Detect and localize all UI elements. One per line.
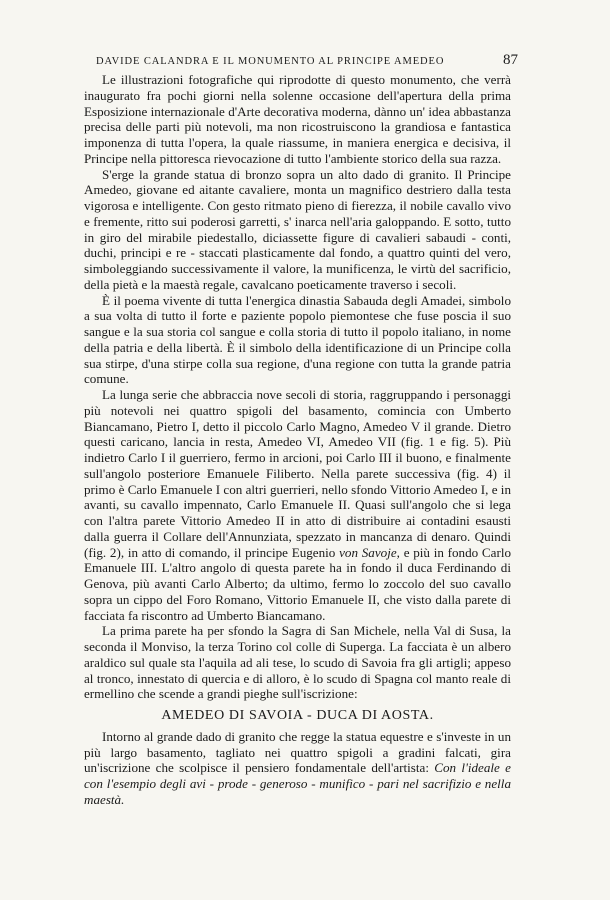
paragraph-text: e più in fondo Carlo Emanuele III. L'altro angolo di questa parete ha in fondo il duca Ferdinando di Genova, più avanti Carlo Alberto; da ultimo, fermo lo zoccolo del suo cavallo sopra un cippo del Foro Romano, Vittorio Emanuele II, che visto dalla parete di facciata fa riscontro ad Umberto Biancamano. <box>84 544 512 623</box>
paragraph <box>84 387 511 623</box>
italic-phrase: von Savoje, <box>339 544 400 560</box>
paragraph-text: La lunga serie che abbraccia nove secoli di storia, raggruppando i personaggi più notevoli nei quattro spigoli del basamento, comincia con Umberto Biancamano, Pietro I, detto il piccolo Carlo Magno, Amedeo V il grande. Dietro questi caricano, lancia in resta, Amedeo VI, Amedeo VII (fig. 1 e fig. 5). Più indietro Carlo I il guerriero, fermo in arcioni, poi Carlo III il buono, e finalmente sull'angolo posteriore Emanuele Filiberto. Nella parete successiva (fig. 4) il primo è Carlo Emanuele I con altri guerrieri, nello sfondo Vittorio Amedeo I, e in avanti, su cavallo impennato, Carlo Emanuele II. Quasi sull'angolo che si lega con l'altra parete Vittorio Amedeo II in atto di distribuire ai contadini esausti dalla guerra il Collare dell'Annunziata, spezzato in mancanza di denaro. Quindi (fig. 2), in atto di comando, il principe Eugenio <box>84 387 511 560</box>
paragraph <box>84 729 511 808</box>
page-header <box>96 52 518 69</box>
paragraph: È il poema vivente di tutta l'energica dinastia Sabauda degli Amadei, simbolo a sua volta di tutto il forte e paziente popolo piemontese che fuse poscia il suo sangue e la sua storia col sangue e colla storia di tutto il popolo italiano, in nome della patria e della libertà. È il simbolo della identificazione di un Principe colla sua stirpe, d'una stirpe colla sua regione, d'una regione con tutta la grande patria comune. <box>84 292 511 387</box>
paragraph: Le illustrazioni fotografiche qui riprodotte di questo monumento, che verrà inaugurato fra pochi giorni nella solenne occasione dell'apertura della prima Esposizione internazionale d'Arte decorativa moderna, dànno un' idea abbastanza precisa delle parti più notevoli, ma non ricostruiscono la grandiosa e fantastica imponenza di tutta l'opera, la quale riassume, in maniera energica e decisiva, il Principe nella pittoresca rievocazione di tutto l'ambiente storico della sua razza. <box>84 72 511 166</box>
paragraph: La prima parete ha per sfondo la Sagra di San Michele, nella Val di Susa, la seconda il Monviso, la terza Torino col colle di Superga. La facciata è un albero araldico sul quale sta l'aquila ad ali tese, lo scudo di Savoia fra gli artigli; appeso al tronco, innestato di quercia e di alloro, è lo scudo di Spagna col manto reale di ermellino che scende a grandi pieghe sull'iscrizione: <box>84 623 511 702</box>
motto-inscription: Con l'ideale e con l'esempio degli avi - prode - generoso - munifico - pari nel sacrifizio e nella maestà. <box>84 760 511 807</box>
paragraph-text: Intorno al grande dado di granito che regge la statua equestre e s'investe in un più largo basamento, tagliato nei quattro spigoli a gradini falcati, gira un'iscrizione che scolpisce il pensiero fondamentale dell'artista: <box>84 728 511 776</box>
page-number: 87 <box>503 52 518 68</box>
body-text <box>84 72 511 808</box>
running-title: DAVIDE CALANDRA E IL MONUMENTO AL PRINCIPE AMEDEO <box>96 56 445 67</box>
inscription-heading: AMEDEO DI SAVOIA - DUCA DI AOSTA. <box>161 708 434 723</box>
paragraph: S'erge la grande statua di bronzo sopra un alto dado di granito. Il Principe Amedeo, giovane ed aitante cavaliere, monta un magnifico destriero dalla testa vigorosa e intelligente. Con gesto ritmato pieno di fierezza, il nobile cavallo vivo e fremente, ritto sui poderosi garretti, s' inarca nell'aria galoppando. E sotto, tutto in giro del mirabile piedestallo, diciassette figure di cavalieri sabaudi - conti, duchi, principi e re - staccati plasticamente dal fondo, a quattro quinti del vero, simboleggiando successivamente il valore, la munificenza, le virtù del sacrificio, della pietà e la maestà regale, cavalcano poeticamente traverso i secoli. <box>84 166 511 292</box>
